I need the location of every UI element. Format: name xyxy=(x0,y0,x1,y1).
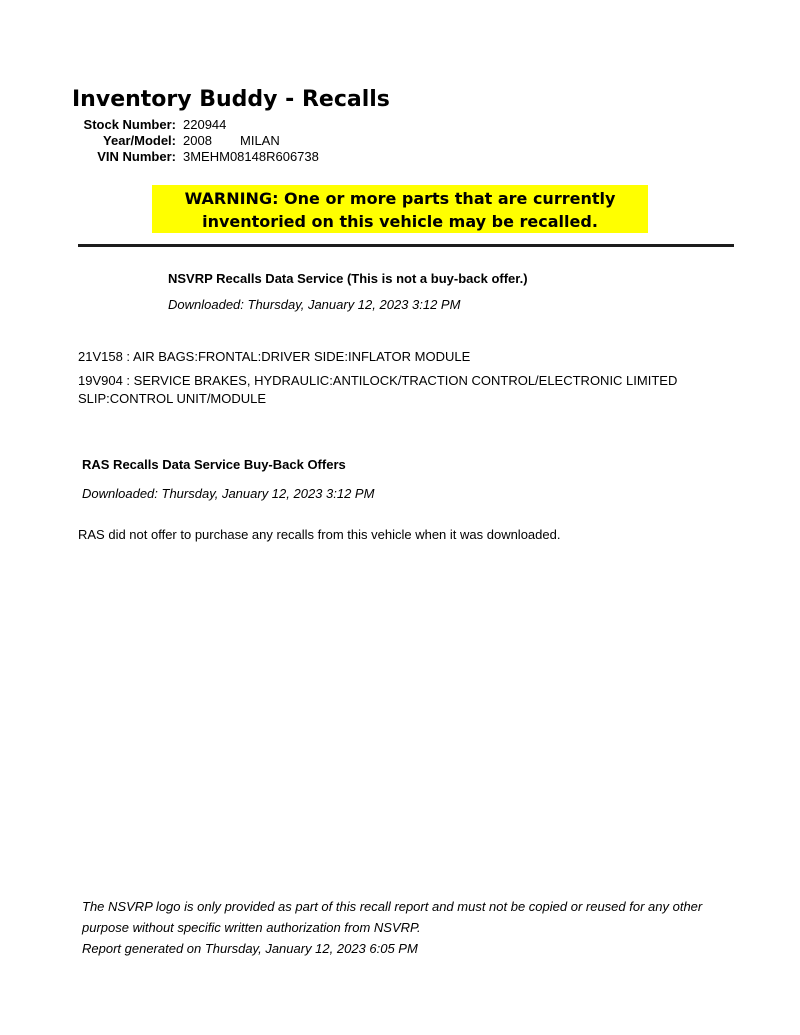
ras-result-text: RAS did not offer to purchase any recalls from this vehicle when it was downloaded. xyxy=(78,527,561,542)
vin-number-label: VIN Number: xyxy=(97,149,176,164)
header-field-year-model xyxy=(0,133,280,148)
page-title: Inventory Buddy - Recalls xyxy=(72,87,390,112)
header-field-stock-number xyxy=(0,117,226,132)
vin-number-value: 3MEHM08148R606738 xyxy=(183,149,319,164)
stock-number-value: 220944 xyxy=(183,117,227,132)
footer-notice: The NSVRP logo is only provided as part of this recall report and must not be copied or reused for any other purpose without specific written authorization from NSVRP. xyxy=(82,899,703,935)
warning-text-line-1: WARNING: One or more parts that are currently xyxy=(184,189,616,208)
year-value: 2008 xyxy=(183,133,212,148)
warning-text-line-2: inventoried on this vehicle may be recalled. xyxy=(202,212,598,231)
nsvrp-download-timestamp: Downloaded: Thursday, January 12, 2023 3:12 PM xyxy=(168,297,461,312)
nsvrp-section-heading: NSVRP Recalls Data Service (This is not a buy-back offer.) xyxy=(168,271,528,286)
ras-section-heading: RAS Recalls Data Service Buy-Back Offers xyxy=(82,457,346,472)
year-model-label: Year/Model: xyxy=(103,133,176,148)
recall-item: 19V904 : SERVICE BRAKES, HYDRAULIC:ANTILOCK/TRACTION CONTROL/ELECTRONIC LIMITED SLIP:CONTROL UNIT/MODULE xyxy=(78,373,678,406)
report-generated-timestamp: Report generated on Thursday, January 12, 2023 6:05 PM xyxy=(82,941,418,956)
ras-download-timestamp: Downloaded: Thursday, January 12, 2023 3:12 PM xyxy=(82,486,375,501)
model-value: MILAN xyxy=(240,133,280,148)
stock-number-label: Stock Number: xyxy=(83,117,176,132)
warning-banner xyxy=(152,185,648,233)
recall-item: 21V158 : AIR BAGS:FRONTAL:DRIVER SIDE:INFLATOR MODULE xyxy=(78,349,471,364)
header-field-vin-number xyxy=(0,149,319,164)
section-divider xyxy=(78,244,734,247)
